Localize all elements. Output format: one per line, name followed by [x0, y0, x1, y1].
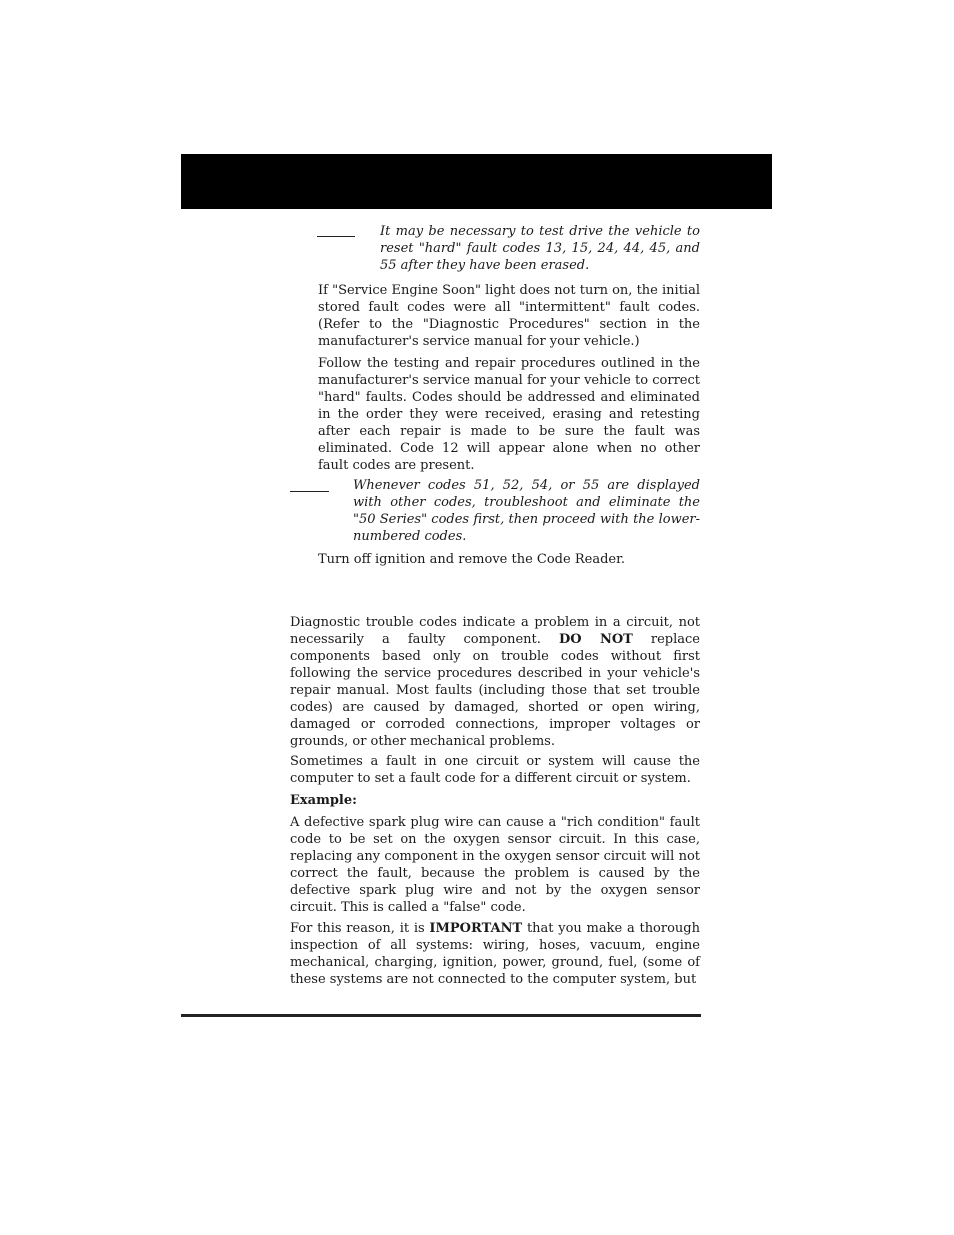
important-emphasis: IMPORTANT [429, 921, 523, 936]
paragraph-diagnostic-codes [290, 614, 700, 750]
note-rule-1 [317, 236, 355, 237]
diagnostic-text-part2: replace components based only on trouble codes without first following the service procedures described in your vehicle's repair manual. Most faults (including those that set trouble codes) are caused by damaged, shorted or open wiring, damaged or corroded connections, improper voltages or grounds, or other mechanical problems. [290, 632, 700, 749]
reason-text-part1: For this reason, it is [290, 921, 430, 936]
paragraph-turn-off-ignition: Turn off ignition and remove the Code Reader. [318, 552, 625, 567]
reason-text-part2: that you make a thorough inspection of all systems: wiring, hoses, vacuum, engine mechanical, charging, ignition, power, ground, fuel, (some of these systems are not connected to the computer system, but [290, 921, 700, 987]
paragraph-follow-procedures: Follow the testing and repair procedures outlined in the manufacturer's service manual for your vehicle to correct "hard" faults. Codes should be addressed and eliminated in the order they were received, erasing and retesting after each repair is made to be sure the fault was eliminated. Code 12 will appear alone when no other fault codes are present. [318, 356, 700, 473]
paragraph-service-engine-soon: If "Service Engine Soon" light does not turn on, the initial stored fault codes were all "intermittent" fault codes. (Refer to the "Diagnostic Procedures" section in the manufacturer's service manual for your vehicle.) [318, 283, 700, 349]
section-header-bar [181, 154, 772, 209]
paragraph-for-this-reason [290, 920, 700, 988]
paragraph-sometimes: Sometimes a fault in one circuit or system will cause the computer to set a fault code for a different circuit or system. [290, 754, 700, 786]
paragraph-example: A defective spark plug wire can cause a "rich condition" fault code to be set on the oxygen sensor circuit. In this case, replacing any component in the oxygen sensor circuit will not correct the fault, because the problem is caused by the defective spark plug wire and not by the oxygen sensor circuit. This is called a "false" code. [290, 815, 700, 915]
example-heading: Example: [290, 793, 357, 808]
do-not-emphasis: DO NOT [558, 632, 633, 647]
note-text-2: Whenever codes 51, 52, 54, or 55 are displayed with other codes, troubleshoot and eliminate the "50 Series" codes first, then proceed with the lower-numbered codes. [353, 478, 700, 544]
footer-rule [181, 1014, 701, 1017]
note-text-1: It may be necessary to test drive the vehicle to reset "hard" fault codes 13, 15, 24, 44, 45, and 55 after they have been erased. [380, 224, 700, 273]
diagnostic-text-part1: Diagnostic trouble codes indicate a problem in a circuit, not necessarily a faulty component. [290, 615, 700, 647]
note-rule-2 [290, 491, 329, 492]
